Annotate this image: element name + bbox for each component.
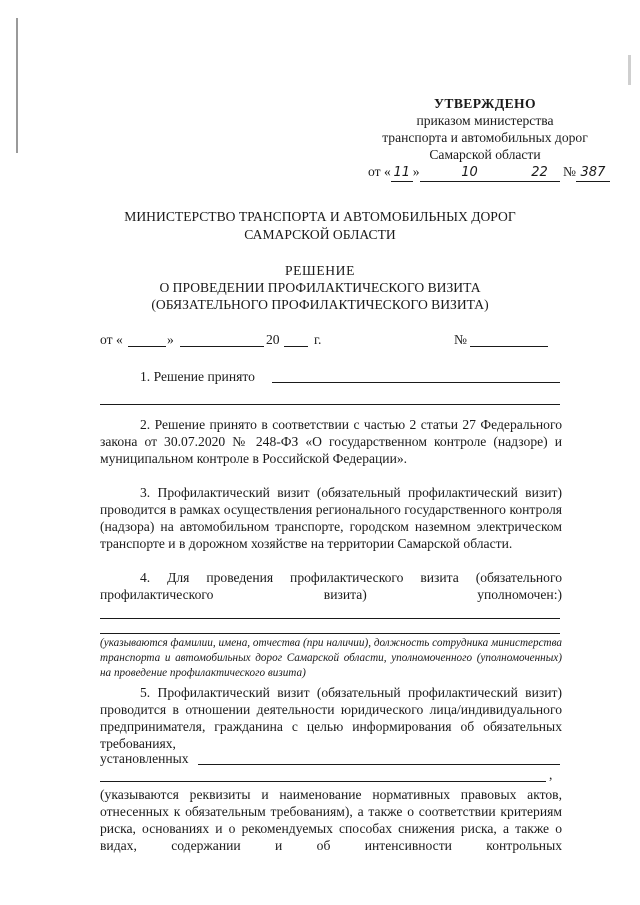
item-5-blank-2 xyxy=(100,781,546,782)
item-3: 3. Профилактический визит (обязательный профилактический визит) проводится в рамках осуществления регионального государственного контроля (надзора) на автомобильном транспорте, городском наземном электрическом транспорте и в дорожном хозяйстве на территории Самарской области. xyxy=(100,485,562,551)
item-1-blank-1 xyxy=(272,382,560,383)
approval-block xyxy=(360,95,610,182)
item-1-blank-2 xyxy=(100,404,560,405)
item-4-blank-2 xyxy=(100,633,560,634)
item-5-last: установленных xyxy=(100,751,189,766)
item-5: 5. Профилактический визит (обязательный профилактический визит) проводится в отношении деятельности юридического лица/индивидуального предпринимателя, гражданина с целью информирования об обязательных требованиях, xyxy=(100,685,562,751)
approval-number: 387 xyxy=(576,164,610,182)
decision-date-line: от « » 20 г. № xyxy=(100,332,550,350)
ministry-line-1: МИНИСТЕРСТВО ТРАНСПОРТА И АВТОМОБИЛЬНЫХ ДОРОГ xyxy=(124,209,516,224)
scan-margin-line xyxy=(16,18,18,153)
approval-month: 10 xyxy=(420,164,520,182)
number-blank xyxy=(470,332,548,347)
year-blank xyxy=(284,332,308,347)
decision-line-1: О ПРОВЕДЕНИИ ПРОФИЛАКТИЧЕСКОГО ВИЗИТА xyxy=(159,280,481,295)
approval-date-line: от « 11 » 10 22 № 387 xyxy=(360,163,610,182)
item-4-line-2: профилактического визита) уполномочен:) xyxy=(100,587,562,602)
ministry-line-2: САМАРСКОЙ ОБЛАСТИ xyxy=(244,227,396,242)
approval-year: 22 xyxy=(520,164,560,182)
item-1: 1. Решение принято xyxy=(140,369,255,384)
approval-day: 11 xyxy=(391,164,413,182)
decision-line-2: (ОБЯЗАТЕЛЬНОГО ПРОФИЛАКТИЧЕСКОГО ВИЗИТА) xyxy=(151,297,489,312)
approval-title: УТВЕРЖДЕНО xyxy=(433,96,536,111)
item-4-blank-1 xyxy=(100,618,560,619)
item-4-note: (указываются фамилии, имена, отчества (при наличии), должность сотрудника министерства транспорта и автомобильных дорог Самарской области, уполномоченного (уполномоченных) на проведение профилактического визита) xyxy=(100,637,562,679)
item-5-blank-1 xyxy=(198,764,560,765)
approval-line-3: Самарской области xyxy=(429,147,541,162)
item-5-comma: , xyxy=(549,767,553,782)
approval-line-2: транспорта и автомобильных дорог xyxy=(382,130,588,145)
decision-title: РЕШЕНИЕ xyxy=(284,263,356,278)
item-4-line-1: 4. Для проведения профилактического визита (обязательного xyxy=(140,570,562,585)
scan-edge-mark xyxy=(628,55,631,85)
day-blank xyxy=(128,332,166,347)
approval-line-1: приказом министерства xyxy=(416,113,554,128)
item-2: 2. Решение принято в соответствии с частью 2 статьи 27 Федерального закона от 30.07.2020 № 248-ФЗ «О государственном контроле (надзоре) и муниципальном контроле в Российской Федерации». xyxy=(100,417,562,466)
item-6-continuation: (указываются реквизиты и наименование нормативных правовых актов, отнесенных к обязательным требованиям), а также о соответствии критериям риска, основаниях и о рекомендуемых способах снижения риска, а также о видах, содержании и об интенсивности контрольных xyxy=(100,787,562,853)
month-blank xyxy=(180,332,264,347)
ministry-heading xyxy=(100,208,540,244)
decision-heading xyxy=(100,262,540,313)
